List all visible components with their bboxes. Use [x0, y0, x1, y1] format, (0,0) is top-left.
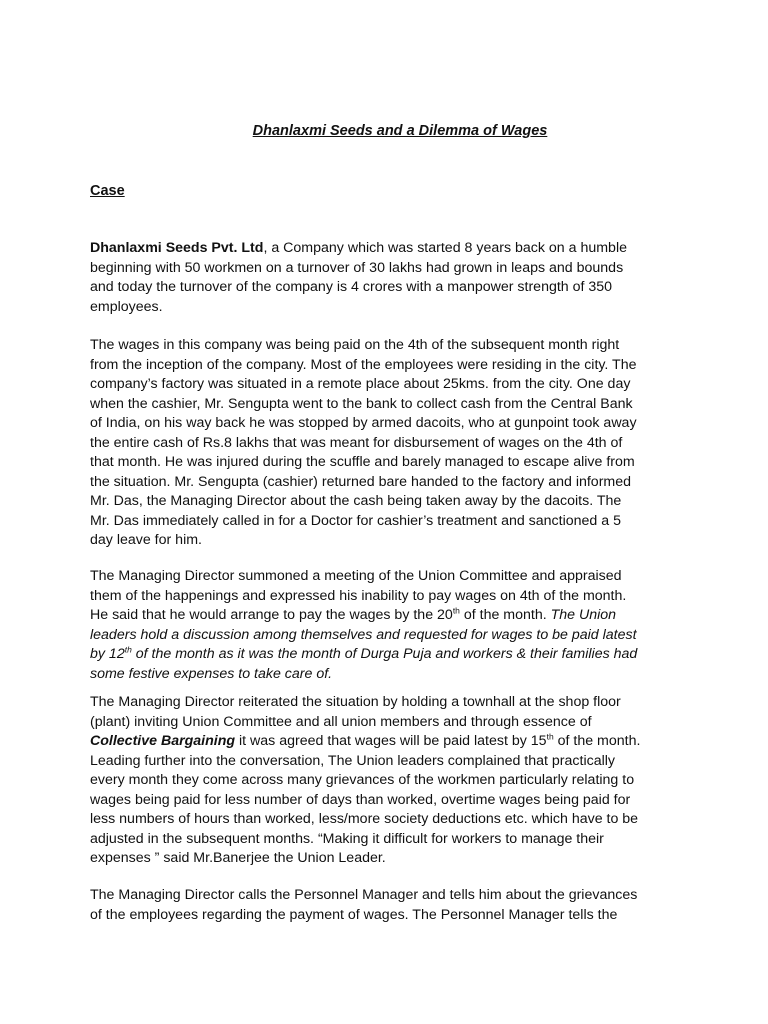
- text-line: The wages in this company was being paid on the 4th of the subsequent month right: [90, 337, 620, 353]
- text-line: some festive expenses to take care of.: [90, 665, 333, 682]
- text-fragment: by 12: [90, 646, 125, 662]
- text-line: the situation. Mr. Sengupta (cashier) returned bare handed to the factory and informed: [90, 473, 632, 490]
- emphasis-term: Collective Bargaining: [90, 733, 236, 749]
- text-line: adjusted in the subsequent months. “Making it difficult for workers to manage their: [90, 830, 604, 847]
- text-line: The Managing Director summoned a meeting of the Union Committee and appraised: [90, 568, 622, 584]
- text-line: leaders hold a discussion among themselves and requested for wages to be paid latest: [90, 626, 637, 643]
- paragraph-robbery: [90, 336, 680, 551]
- text-fragment: of the month.: [553, 733, 641, 749]
- text-fragment: of the month as it was the month of Durga Puja and workers & their families had: [131, 646, 638, 662]
- text-line: The Managing Director reiterated the situation by holding a townhall at the shop floor: [90, 694, 621, 710]
- ordinal-suffix: th: [546, 731, 554, 742]
- text-line: them of the happenings and expressed his inability to pay wages on 4th of the month.: [90, 587, 627, 604]
- text-line: company’s factory was situated in a remote place about 25kms. from the city. One day: [90, 376, 631, 392]
- text-line: Mr. Das, the Managing Director about the cash being taken away by the dacoits. The: [90, 493, 622, 509]
- text-line: day leave for him.: [90, 532, 202, 548]
- text-fragment: , a Company which was started 8 years back on a humble: [263, 240, 627, 256]
- text-fragment: He said that he would arrange to pay the wages by the 20: [90, 607, 453, 623]
- text-line: beginning with 50 workmen on a turnover of 30 lakhs had grown in leaps and bounds: [90, 259, 624, 276]
- text-line: wages being paid for less number of days than worked, overtime wages being paid for: [90, 791, 631, 808]
- text-line: from the inception of the company. Most of the employees were residing in the city. The: [90, 356, 637, 373]
- text-line: less numbers of hours than worked, less/more society deductions etc. which have to be: [90, 811, 639, 827]
- italic-fragment: The Union: [550, 607, 617, 623]
- text-line: of India, on his way back he was stopped by armed dacoits, who at gunpoint took away: [90, 415, 637, 431]
- text-line: (plant) inviting Union Committee and all union members and through essence of: [90, 713, 592, 730]
- ordinal-suffix: th: [452, 605, 460, 616]
- text-line: The Managing Director calls the Personnel Manager and tells him about the grievances: [90, 887, 638, 903]
- text-line: [90, 732, 680, 752]
- text-fragment: it was agreed that wages will be paid latest by 15: [235, 733, 547, 749]
- company-name: Dhanlaxmi Seeds Pvt. Ltd: [90, 240, 264, 256]
- ordinal-suffix: th: [124, 644, 132, 655]
- text-line: every month they come across many grievances of the workmen particularly relating to: [90, 772, 635, 788]
- text-line: and today the turnover of the company is 4 crores with a manpower strength of 350: [90, 279, 613, 295]
- paragraph-personnel-manager: [90, 886, 680, 925]
- document-title: Dhanlaxmi Seeds and a Dilemma of Wages: [252, 123, 548, 139]
- text-line: [90, 645, 680, 665]
- text-line: of the employees regarding the payment of wages. The Personnel Manager tells the: [90, 906, 618, 923]
- text-line: expenses ” said Mr.Banerjee the Union Leader.: [90, 850, 386, 866]
- paragraph-townhall: [90, 693, 680, 869]
- text-line: Leading further into the conversation, The Union leaders complained that practically: [90, 752, 615, 769]
- text-line: employees.: [90, 298, 163, 315]
- text-fragment: of the month.: [459, 607, 551, 623]
- text-line: [90, 606, 680, 626]
- paragraph-intro: [90, 239, 680, 317]
- text-line: that month. He was injured during the scuffle and barely managed to escape alive from: [90, 454, 635, 470]
- text-line: the entire cash of Rs.8 lakhs that was meant for disbursement of wages on the 4th of: [90, 434, 623, 451]
- paragraph-union-meeting: [90, 567, 680, 684]
- text-line: Mr. Das immediately called in for a Doctor for cashier’s treatment and sanctioned a 5: [90, 512, 621, 529]
- text-line: when the cashier, Mr. Sengupta went to the bank to collect cash from the Central Bank: [90, 395, 633, 412]
- case-heading: Case: [90, 183, 125, 199]
- text-line: [90, 239, 680, 259]
